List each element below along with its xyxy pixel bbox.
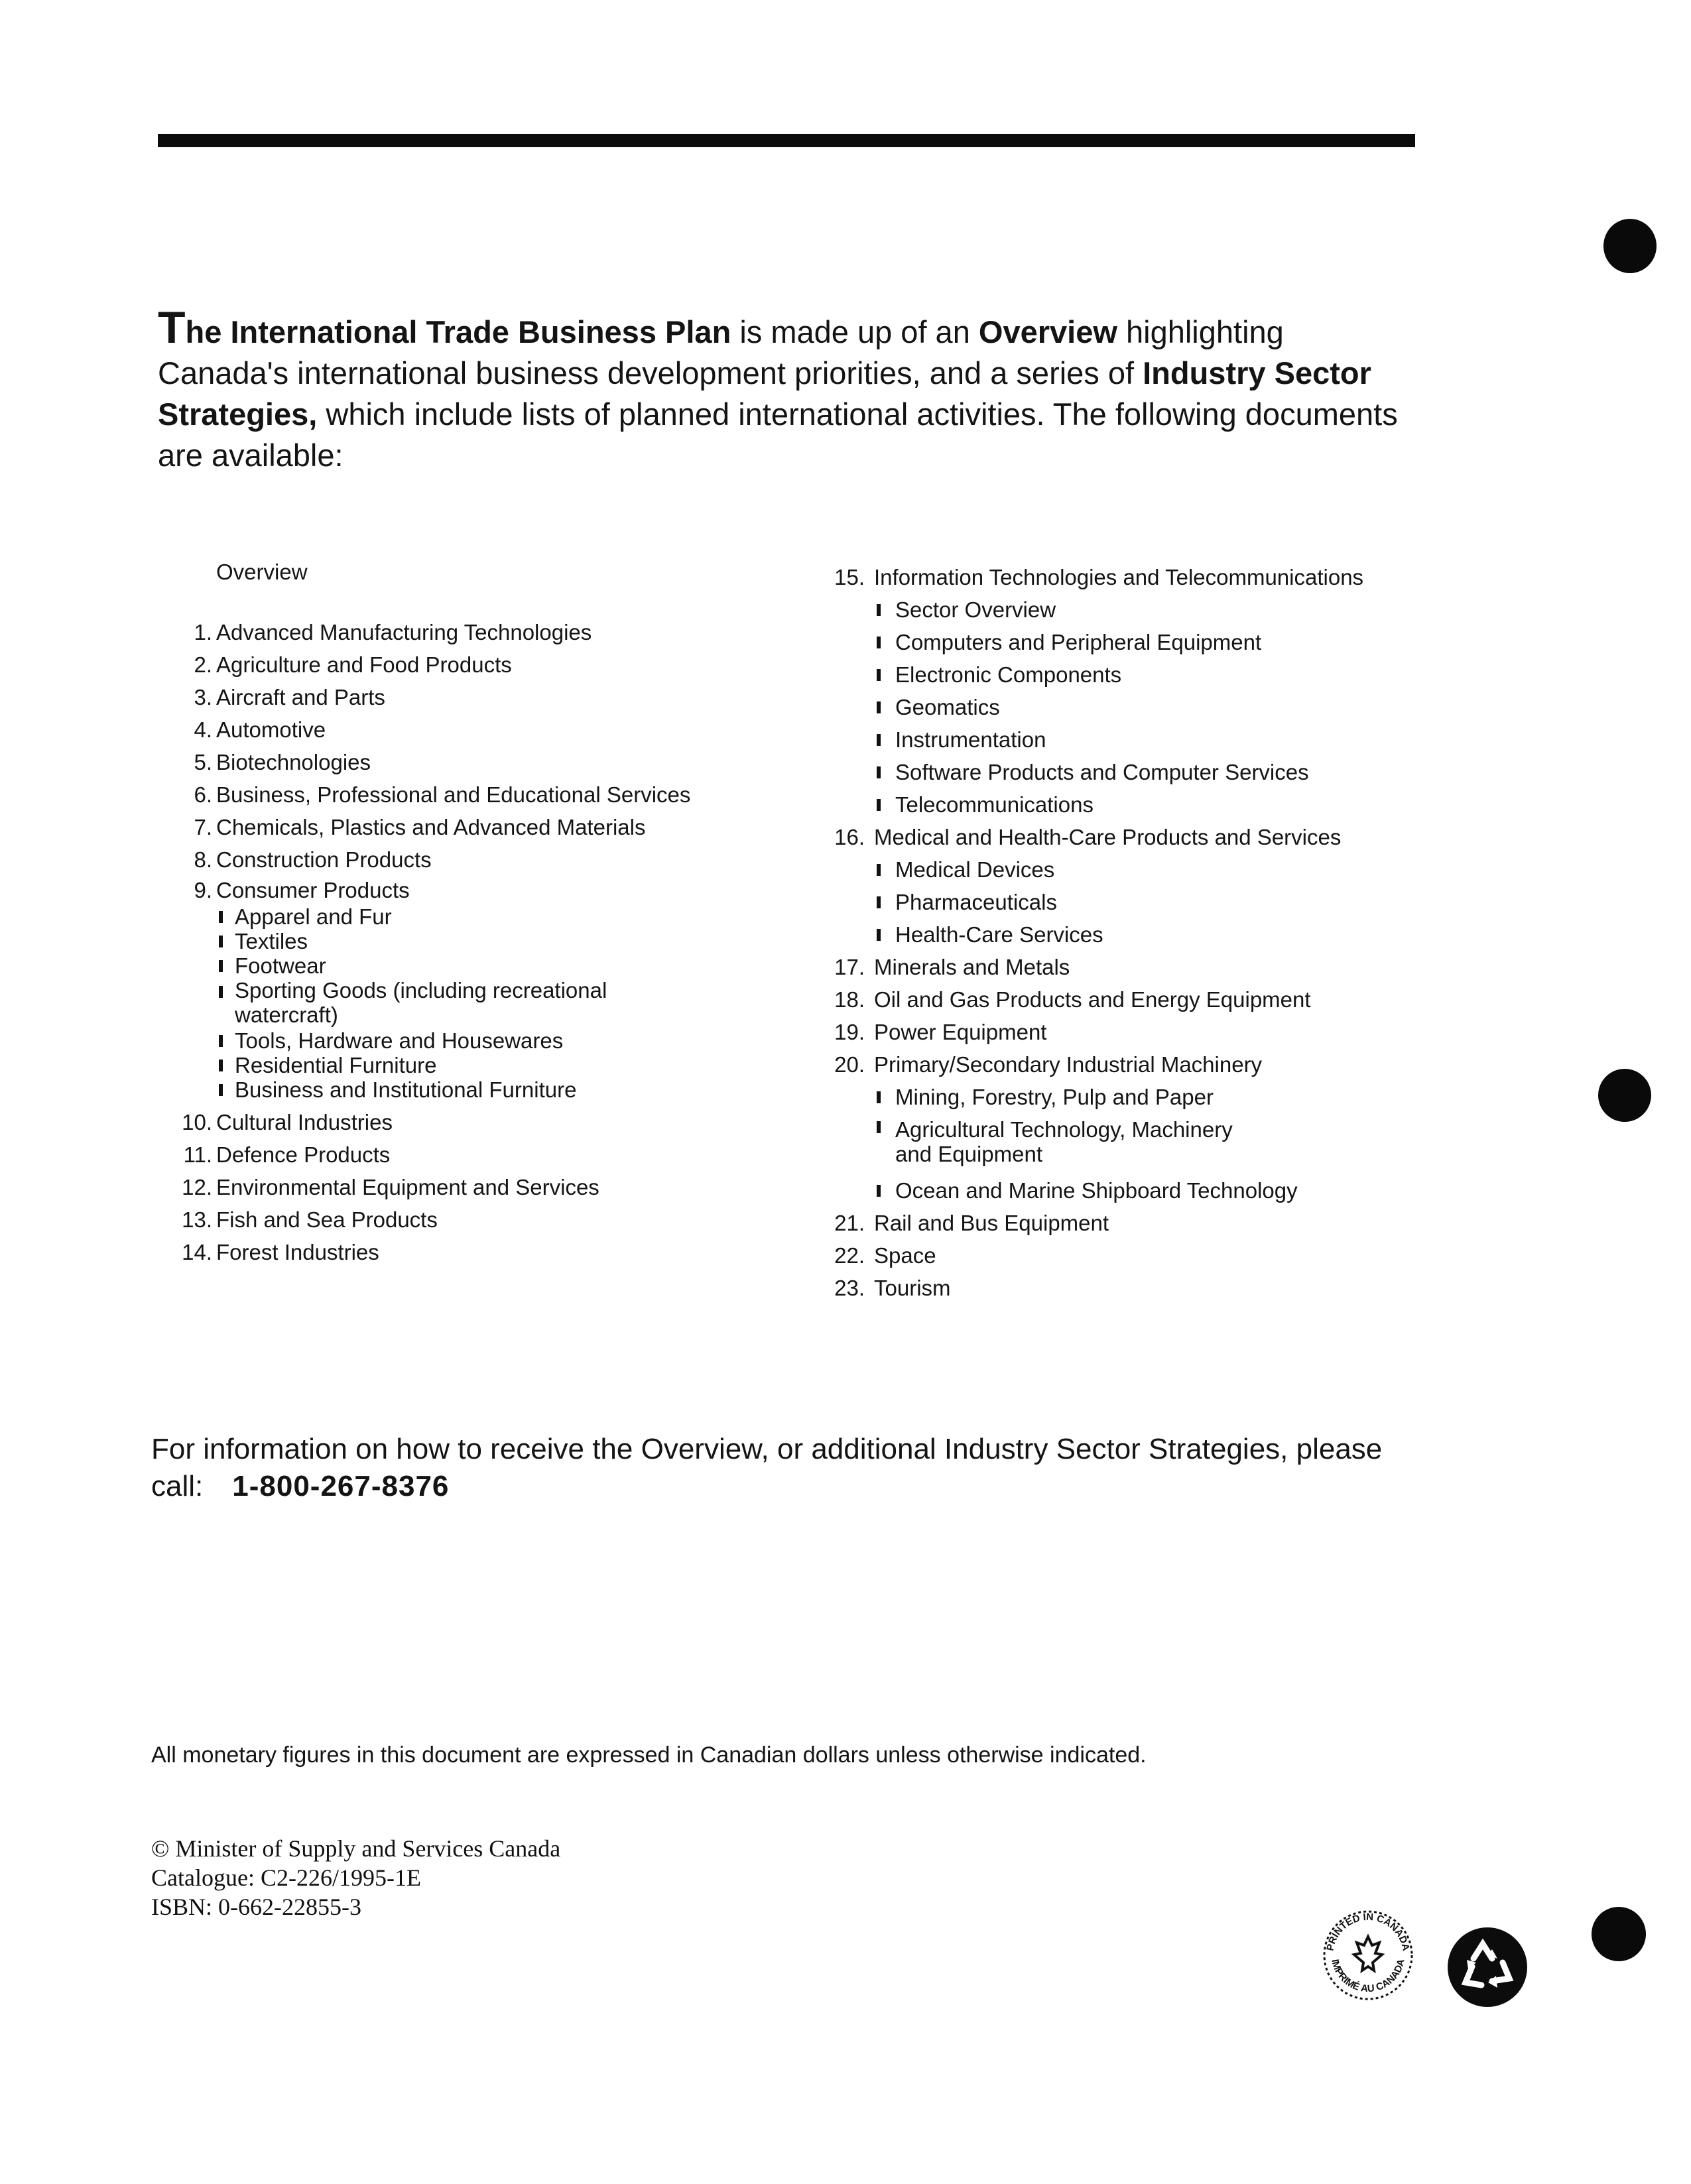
item-label: Construction Products [216, 847, 432, 872]
item-number: 12. [182, 1175, 212, 1199]
intro-text: is made up of an [731, 314, 979, 349]
copyright-line: © Minister of Supply and Services Canada [151, 1835, 561, 1862]
item-label: Primary/Secondary Industrial Machinery [874, 1052, 1263, 1077]
sub-item-label: Apparel and Fur [235, 904, 392, 929]
bullet-icon [219, 960, 223, 972]
item-label: Rail and Bus Equipment [874, 1211, 1109, 1235]
item-label: Medical and Health-Care Products and Services [874, 825, 1342, 849]
list-item [810, 983, 1473, 1016]
bullet-icon [219, 986, 223, 998]
sub-item-label: Textiles [235, 929, 308, 953]
item-number: 10. [182, 1110, 212, 1134]
contact-info [151, 1431, 1451, 1505]
binder-hole-bottom [1592, 1907, 1646, 1961]
sub-item [810, 1174, 1473, 1207]
plan-title: he International Trade Business Plan [185, 314, 731, 349]
list-item [158, 713, 821, 746]
list-item [158, 843, 821, 876]
sub-item-label: Sporting Goods (including recreational watercraft) [235, 978, 607, 1027]
bullet-icon [877, 1185, 881, 1197]
sub-item-label: Computers and Peripheral Equipment [895, 630, 1262, 654]
sub-item [810, 853, 1473, 886]
item-label: Oil and Gas Products and Energy Equipment [874, 987, 1311, 1012]
sub-item [810, 723, 1473, 756]
bullet-icon [219, 1084, 223, 1096]
item-label: Biotechnologies [216, 750, 371, 774]
sub-item [158, 1028, 821, 1053]
top-rule [158, 134, 1415, 147]
sub-item-label: Footwear [235, 953, 326, 978]
printed-text: PRINTED IN CANADA [1324, 1911, 1412, 1952]
item-number: 22. [834, 1243, 865, 1268]
item-label: Business, Professional and Educational Services [216, 782, 691, 807]
sub-item [158, 953, 821, 978]
list-item [158, 876, 821, 904]
sub-item [810, 788, 1473, 821]
item-number: 1. [194, 620, 212, 644]
item-number: 14. [182, 1240, 212, 1264]
binder-hole-middle [1598, 1069, 1651, 1122]
bullet-icon [877, 929, 881, 941]
sub-item-label: Mining, Forestry, Pulp and Paper [895, 1085, 1214, 1109]
imprint-block [151, 1834, 560, 1921]
item-number: 11. [183, 1142, 212, 1167]
list-item [810, 1239, 1473, 1272]
sub-item-label: Instrumentation [895, 727, 1046, 752]
sub-item-label: Business and Institutional Furniture [235, 1077, 577, 1102]
item-number: 13. [182, 1207, 212, 1232]
bullet-icon [877, 734, 881, 746]
list-item [158, 648, 821, 681]
list-item [810, 821, 1473, 853]
sub-item [158, 1053, 821, 1077]
bullet-icon [219, 911, 223, 923]
list-item [158, 616, 821, 648]
list-item [810, 1048, 1473, 1081]
item-label: Power Equipment [874, 1020, 1047, 1044]
sub-item-label: Residential Furniture [235, 1053, 437, 1077]
item-number: 15. [834, 565, 865, 589]
sub-item-label: Electronic Components [895, 662, 1122, 687]
list-item [158, 1138, 821, 1171]
intro-text: which include lists of planned international activities. The following documents are available: [158, 396, 1398, 473]
item-number: 23. [834, 1276, 865, 1300]
item-number: 20. [834, 1052, 865, 1077]
item-label: Advanced Manufacturing Technologies [216, 620, 592, 644]
item-label: Tourism [874, 1276, 951, 1300]
item-label: Information Technologies and Telecommunications [874, 565, 1364, 589]
list-item [158, 746, 821, 778]
currency-note: All monetary figures in this document are expressed in Canadian dollars unless otherwise indicated. [151, 1742, 1147, 1768]
sub-item [810, 593, 1473, 626]
isbn-line: ISBN: 0-662-22855-3 [151, 1894, 361, 1920]
sub-item-label: Ocean and Marine Shipboard Technology [895, 1178, 1298, 1203]
maple-leaf-icon [1354, 1937, 1382, 1971]
binder-hole-top [1603, 219, 1657, 273]
item-number: 2. [194, 652, 212, 677]
sub-item-label: Agricultural Technology, Machinery and Equipment [895, 1117, 1233, 1166]
sub-item-label: Telecommunications [895, 792, 1094, 817]
printed-in-canada-logo [1320, 1907, 1416, 2004]
item-label: Agriculture and Food Products [216, 652, 512, 677]
sub-item [158, 904, 821, 929]
list-item [158, 811, 821, 843]
sub-item-label: Geomatics [895, 695, 1000, 719]
item-label: Defence Products [216, 1142, 391, 1167]
bullet-icon [877, 701, 881, 713]
sub-item [158, 978, 659, 1028]
list-item [158, 1171, 821, 1203]
list-item [158, 1106, 821, 1138]
bullet-icon [877, 766, 881, 778]
overview-term: Overview [978, 314, 1117, 349]
phone-number: 1-800-267-8376 [232, 1470, 450, 1502]
sub-item-label: Software Products and Computer Services [895, 760, 1309, 784]
sub-item [810, 918, 1473, 951]
item-label: Space [874, 1243, 936, 1268]
bullet-icon [877, 604, 881, 616]
item-label: Chemicals, Plastics and Advanced Materials [216, 815, 646, 839]
bullet-icon [219, 1060, 223, 1071]
list-item [158, 1203, 821, 1236]
item-label: Automotive [216, 717, 326, 742]
bullet-icon [877, 1091, 881, 1103]
list-item [158, 681, 821, 713]
sub-item [158, 1077, 821, 1102]
bullet-icon [219, 936, 223, 947]
list-item [810, 1272, 1473, 1304]
list-heading [158, 556, 821, 588]
bullet-icon [877, 896, 881, 908]
item-label: Consumer Products [216, 878, 410, 902]
item-number: 4. [194, 717, 212, 742]
document-list-right [810, 561, 1473, 1304]
bullet-icon [877, 1121, 881, 1133]
sub-item-label: Medical Devices [895, 857, 1055, 882]
list-item [810, 561, 1473, 593]
bullet-icon [877, 637, 881, 648]
bullet-icon [877, 669, 881, 681]
overview-label: Overview [216, 560, 308, 584]
strategies-term: Industry Sector Strategies, [158, 355, 1371, 432]
intro-text: highlighting Canada's international business development priorities, and a series of [158, 314, 1284, 391]
item-number: 21. [834, 1211, 865, 1235]
drop-cap: T [158, 302, 186, 353]
sub-item [158, 929, 821, 953]
list-item [158, 778, 821, 811]
catalogue-line: Catalogue: C2-226/1995-1E [151, 1864, 421, 1891]
sub-item-label: Pharmaceuticals [895, 890, 1057, 914]
item-number: 16. [834, 825, 865, 849]
item-number: 5. [194, 750, 212, 774]
item-label: Aircraft and Parts [216, 685, 385, 709]
item-label: Environmental Equipment and Services [216, 1175, 599, 1199]
item-label: Minerals and Metals [874, 955, 1070, 979]
sub-item [810, 1113, 1267, 1174]
item-number: 7. [194, 815, 212, 839]
sub-item [810, 691, 1473, 723]
recycle-logo [1444, 1924, 1531, 2010]
intro-paragraph [158, 302, 1418, 476]
sub-item [810, 1081, 1473, 1113]
list-item [810, 1016, 1473, 1048]
sub-item-label: Sector Overview [895, 597, 1056, 622]
item-label: Fish and Sea Products [216, 1207, 438, 1232]
sub-item-label: Tools, Hardware and Housewares [235, 1028, 564, 1053]
list-item [810, 1207, 1473, 1239]
list-item [158, 1236, 821, 1268]
document-list-left [158, 556, 821, 1268]
sub-item [810, 658, 1473, 691]
bullet-icon [219, 1035, 223, 1047]
item-label: Forest Industries [216, 1240, 379, 1264]
svg-text:PRINTED IN CANADA [1324, 1911, 1411, 1952]
item-number: 8. [194, 847, 212, 872]
item-number: 18. [834, 987, 865, 1012]
sub-item [810, 886, 1473, 918]
sub-item [810, 756, 1473, 788]
bullet-icon [877, 864, 881, 876]
item-label: Cultural Industries [216, 1110, 393, 1134]
contact-text: For information on how to receive the Overview, or additional Industry Sector Strategies, please call: [151, 1433, 1383, 1502]
list-item [810, 951, 1473, 983]
sub-item-label: Health-Care Services [895, 922, 1103, 947]
sub-item [810, 626, 1473, 658]
item-number: 3. [194, 685, 212, 709]
item-number: 6. [194, 782, 212, 807]
item-number: 17. [834, 955, 865, 979]
imprime-text: IMPRIMÉ AU CANADA [1329, 1958, 1407, 1995]
item-number: 9. [194, 878, 212, 902]
item-number: 19. [834, 1020, 865, 1044]
bullet-icon [877, 799, 881, 811]
